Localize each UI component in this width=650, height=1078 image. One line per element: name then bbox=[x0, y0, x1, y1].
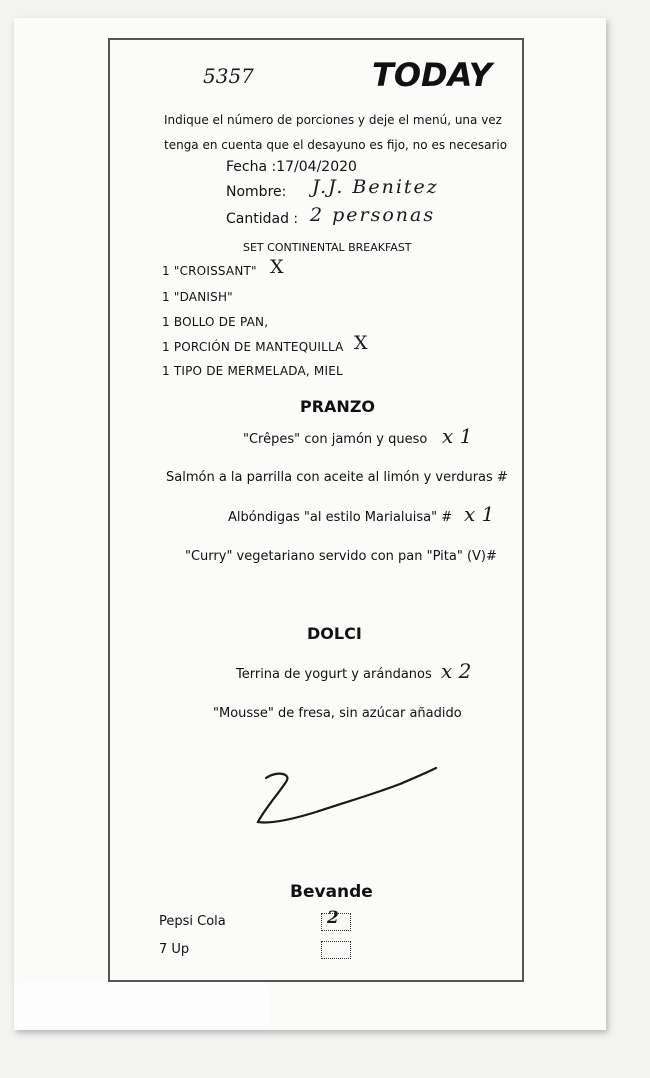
pranzo-mark-crepes: x 1 bbox=[442, 424, 473, 448]
breakfast-item-bollo: 1 BOLLO DE PAN, bbox=[162, 315, 269, 329]
fecha-row bbox=[226, 159, 357, 175]
bevande-mark-pepsi: 2 bbox=[327, 908, 339, 928]
bevande-item-pepsi: Pepsi Cola bbox=[159, 914, 226, 929]
pranzo-item-curry: "Curry" vegetariano servido con pan "Pita" (V)# bbox=[185, 549, 497, 564]
dolci-item-mousse: "Mousse" de fresa, sin azúcar añadido bbox=[213, 706, 462, 721]
bevande-item-7up: 7 Up bbox=[159, 942, 190, 957]
breakfast-title: SET CONTINENTAL BREAKFAST bbox=[243, 241, 412, 254]
breakfast-item-mantequilla: 1 PORCIÓN DE MANTEQUILLA bbox=[162, 340, 344, 354]
breakfast-item-croissant: 1 "CROISSANT" bbox=[162, 264, 257, 278]
pranzo-item-salmon: Salmón a la parrilla con aceite al limón y verduras # bbox=[166, 470, 508, 485]
pranzo-item-albondigas: Albóndigas "al estilo Marialuisa" # bbox=[228, 510, 453, 525]
breakfast-mark-mantequilla: X bbox=[354, 332, 368, 354]
dolci-mark-terrina: x 2 bbox=[441, 659, 472, 683]
cantidad-label: Cantidad : bbox=[226, 211, 299, 227]
signature bbox=[250, 760, 450, 840]
pranzo-title: PRANZO bbox=[300, 397, 376, 416]
nombre-label: Nombre: bbox=[226, 184, 287, 200]
instructions-line-1: Indique el número de porciones y deje el menú, una vez bbox=[164, 113, 502, 127]
cantidad-value: 2 personas bbox=[310, 204, 436, 226]
breakfast-mark-croissant: X bbox=[270, 256, 284, 278]
ticket-number: 5357 bbox=[203, 64, 254, 88]
pranzo-item-crepes: "Crêpes" con jamón y queso bbox=[243, 432, 428, 447]
dolci-item-terrina: Terrina de yogurt y arándanos bbox=[236, 667, 432, 682]
instructions-line-2: tenga en cuenta que el desayuno es fijo, no es necesario bbox=[164, 138, 508, 152]
dolci-title: DOLCI bbox=[307, 624, 362, 643]
bevande-title: Bevande bbox=[290, 882, 373, 902]
fecha-label: Fecha : bbox=[226, 159, 277, 175]
fecha-value: 17/04/2020 bbox=[276, 159, 357, 175]
pranzo-mark-albondigas: x 1 bbox=[464, 502, 495, 526]
redaction-patch bbox=[14, 982, 270, 1030]
breakfast-item-danish: 1 "DANISH" bbox=[162, 290, 233, 304]
breakfast-item-mermelada: 1 TIPO DE MERMELADA, MIEL bbox=[162, 364, 343, 378]
page-title: TODAY bbox=[372, 56, 492, 94]
nombre-value: J.J. Benitez bbox=[312, 176, 439, 198]
bevande-checkbox-7up[interactable] bbox=[321, 941, 351, 959]
